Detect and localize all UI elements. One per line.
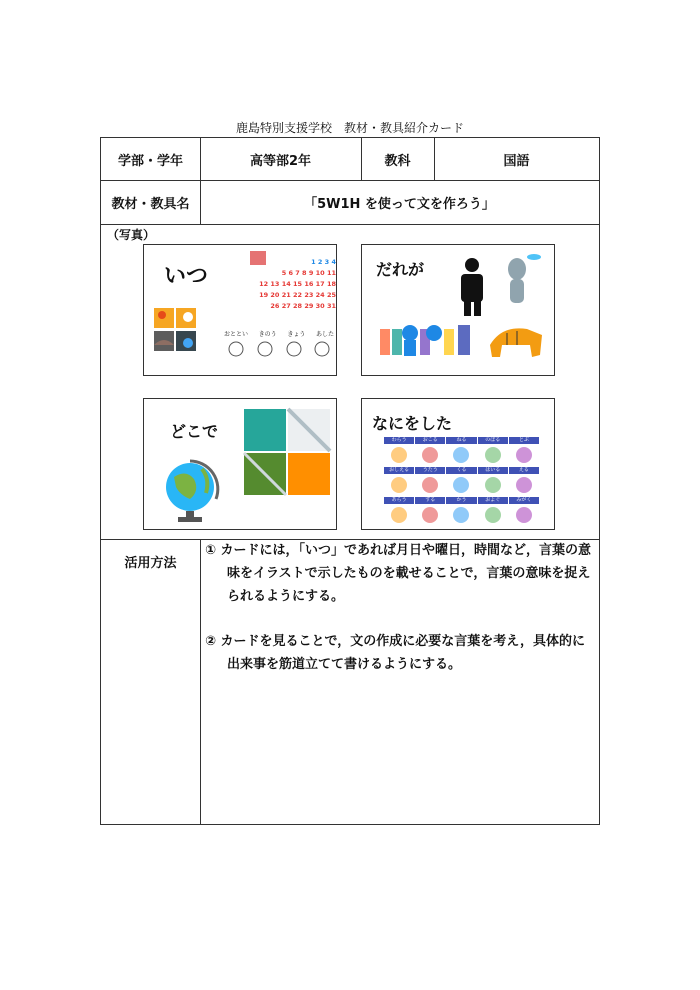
verb-label: おこる xyxy=(415,437,445,444)
card-naniwoshita xyxy=(361,398,555,530)
calendar-row: 26 27 28 29 30 31 xyxy=(270,302,336,310)
verb-picture xyxy=(453,507,469,523)
verb-picture xyxy=(485,507,501,523)
verb-cell xyxy=(478,467,508,497)
calendar-row: 12 13 14 15 16 17 18 xyxy=(259,280,336,288)
verb-cell xyxy=(446,437,476,467)
calendar-row: 19 20 21 22 23 24 25 xyxy=(259,291,336,299)
card-darega xyxy=(361,244,555,376)
verb-cell xyxy=(384,437,414,467)
verb-cell xyxy=(415,437,445,467)
verb-cell xyxy=(415,497,445,527)
verb-cell xyxy=(509,467,539,497)
method-text xyxy=(205,539,597,698)
subject-value: 国語 xyxy=(503,153,530,169)
verb-picture xyxy=(391,447,407,463)
calendar-row: 1 2 3 4 xyxy=(311,258,336,266)
card-table xyxy=(100,137,600,825)
photo-label: （写真） xyxy=(107,228,156,242)
calendar-row: 5 6 7 8 9 10 11 xyxy=(281,269,336,277)
verb-picture xyxy=(422,477,438,493)
verb-grid xyxy=(384,437,539,527)
verb-label: みがく xyxy=(509,497,539,504)
card-dokode xyxy=(143,398,337,530)
card-dokode-title: どこで xyxy=(170,422,219,441)
row-divider xyxy=(101,224,599,225)
day-label: きのう xyxy=(258,331,277,338)
day-labels xyxy=(224,329,334,338)
verb-cell xyxy=(509,437,539,467)
verb-cell xyxy=(384,467,414,497)
verb-picture xyxy=(485,447,501,463)
verb-picture xyxy=(391,477,407,493)
card-itsu xyxy=(143,244,337,376)
document-title: 鹿島特別支援学校 教材・教具紹介カード xyxy=(235,121,464,135)
verb-picture xyxy=(391,507,407,523)
dept-label: 学部・学年 xyxy=(117,153,183,169)
verb-label: うたう xyxy=(415,467,445,474)
verb-cell xyxy=(415,467,445,497)
verb-picture xyxy=(453,477,469,493)
day-label: あした xyxy=(315,331,334,338)
verb-cell xyxy=(478,497,508,527)
verb-cell xyxy=(478,437,508,467)
verb-picture xyxy=(453,447,469,463)
verb-label: はいる xyxy=(478,467,508,474)
method-item: ① カードには，「いつ」であれば月日や曜日，時間など，言葉の意味をイラストで示したものを載せることで，言葉の意味を捉えられるようにする。 xyxy=(205,543,592,604)
verb-picture xyxy=(516,447,532,463)
material-value: 「5W1H を使って文を作ろう」 xyxy=(304,196,495,212)
verb-label: おしえる xyxy=(384,467,414,474)
method-label: 活用方法 xyxy=(124,555,177,571)
verb-label: かう xyxy=(446,497,476,504)
subject-label: 教科 xyxy=(384,153,411,169)
calendar-grid xyxy=(252,257,336,312)
verb-label: のぼる xyxy=(478,437,508,444)
verb-label: する xyxy=(415,497,445,504)
verb-label: およぐ xyxy=(478,497,508,504)
verb-label: とぶ xyxy=(509,437,539,444)
verb-cell xyxy=(509,497,539,527)
verb-picture xyxy=(485,477,501,493)
card-darega-title: だれが xyxy=(376,260,425,279)
card-itsu-title: いつ xyxy=(164,264,209,289)
method-item: ② カードを見ることで，文の作成に必要な言葉を考え，具体的に出来事を筋道立てて書けるようにする。 xyxy=(205,634,586,672)
card-naniwoshita-title: なにをした xyxy=(372,414,453,433)
dept-value: 高等部2年 xyxy=(249,153,312,169)
verb-picture xyxy=(422,507,438,523)
verb-cell xyxy=(446,467,476,497)
verb-cell xyxy=(446,497,476,527)
verb-label: える xyxy=(509,467,539,474)
verb-picture xyxy=(516,477,532,493)
col-divider xyxy=(200,539,201,825)
verb-label: くる xyxy=(446,467,476,474)
day-label: おととい xyxy=(224,331,249,338)
verb-picture xyxy=(422,447,438,463)
verb-label: あらう xyxy=(384,497,414,504)
verb-label: わらう xyxy=(384,437,414,444)
verb-picture xyxy=(516,507,532,523)
verb-label: ねる xyxy=(446,437,476,444)
day-label: きょう xyxy=(287,331,306,338)
material-label: 教材・教具名 xyxy=(111,196,190,212)
verb-cell xyxy=(384,497,414,527)
